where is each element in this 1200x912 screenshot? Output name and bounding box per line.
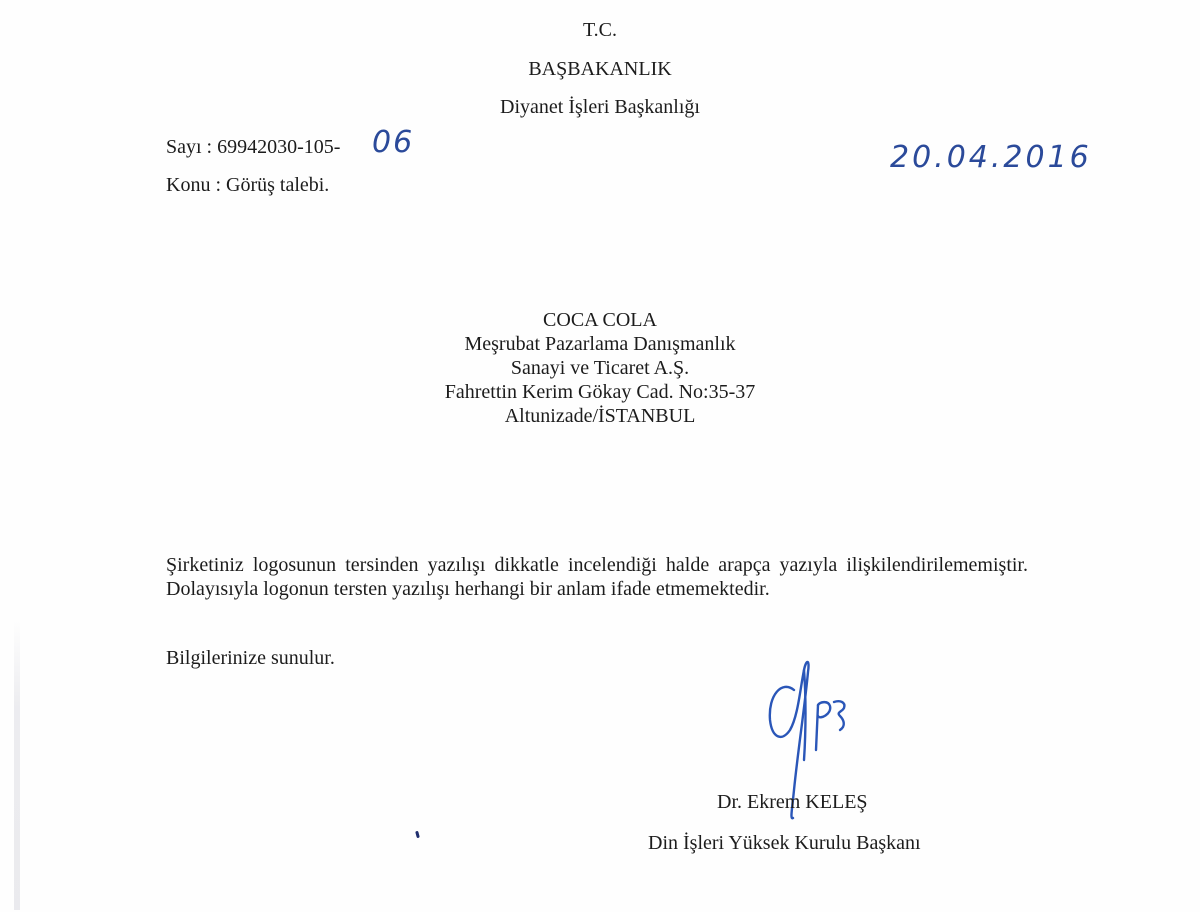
scan-edge-artifact [14,620,20,910]
signer-name: Dr. Ekrem KELEŞ [717,791,868,813]
ink-mark [415,831,420,839]
recipient-company-line2: Meşrubat Pazarlama Danışmanlık [464,333,736,355]
letterhead-country: T.C. [582,19,618,41]
recipient-street: Fahrettin Kerim Gökay Cad. No:35-37 [444,381,756,403]
reference-number [166,135,340,159]
recipient-address [0,308,1200,428]
signer-title: Din İşleri Yüksek Kurulu Başkanı [648,832,921,854]
sayi-label: Sayı : 69942030-105- [166,136,341,158]
letterhead-ministry: BAŞBAKANLIK [528,58,672,80]
closing-line: Bilgilerinize sunulur. [166,647,335,669]
handwritten-sequence-number: 06 [372,125,415,160]
recipient-city: Altunizade/İSTANBUL [504,405,696,427]
subject-line: Konu : Görüş talebi. [166,174,330,196]
recipient-company-line3: Sanayi ve Ticaret A.Ş. [510,357,690,379]
letterhead-department: Diyanet İşleri Başkanlığı [500,96,700,118]
recipient-company: COCA COLA [543,309,657,331]
body-paragraph: Şirketiniz logosunun tersinden yazılışı dikkatle incelendiği halde arapça yazıyla ilişkilendirilememiştir. Dolayısıyla logonun tersten yazılışı herhangi bir anlam ifade etmemektedir. [166,554,1028,600]
handwritten-date: 20.04.2016 [890,140,1092,175]
